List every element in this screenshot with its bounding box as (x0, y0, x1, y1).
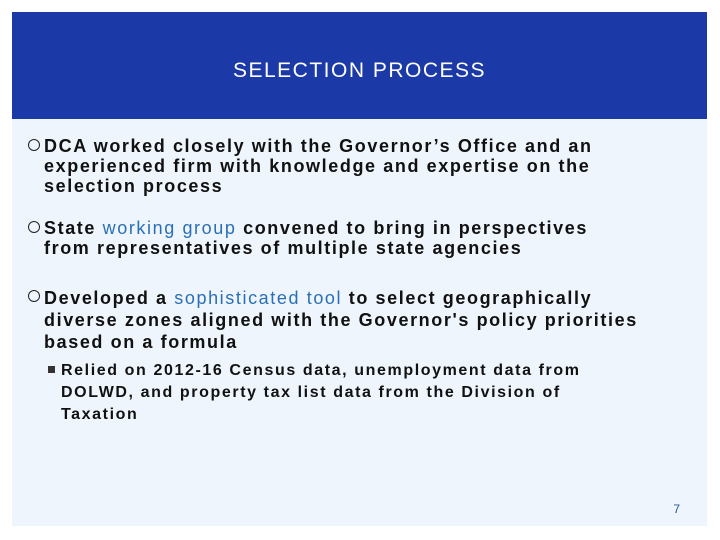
sub-bullet-line-3: Taxation (61, 406, 139, 423)
sub-bullet-item-1 (48, 360, 688, 426)
square-bullet-icon (48, 366, 55, 373)
bullet-2-prefix: State (44, 218, 103, 238)
bullet-item-3 (28, 287, 693, 353)
hollow-circle-bullet-icon (28, 139, 40, 151)
hollow-circle-bullet-icon (28, 221, 40, 233)
bullet-item-1 (28, 136, 693, 196)
bullet-2-suffix: convened to bring in perspectives (236, 218, 588, 238)
working-group-highlight: working group (102, 218, 237, 238)
bullet-3-prefix: Developed a (44, 288, 175, 308)
bullet-2-line-1 (28, 218, 693, 238)
sub-bullet-line-1: Relied on 2012-16 Census data, unemployment data from (61, 362, 581, 379)
bullet-3-suffix: to select geographically (342, 288, 593, 308)
hollow-circle-bullet-icon (28, 290, 40, 302)
bullet-1-line-2: experienced firm with knowledge and expertise on the (44, 156, 591, 176)
bullet-3-line-1 (28, 287, 693, 309)
bullet-3-line-3: based on a formula (44, 332, 238, 352)
bullet-2-line-2: from representatives of multiple state agencies (44, 238, 523, 258)
sophisticated-tool-highlight: sophisticated tool (174, 288, 343, 308)
page-number: 7 (673, 502, 680, 516)
bullet-item-2 (28, 218, 693, 258)
sub-bullet-line-2: DOLWD, and property tax list data from the Division of (61, 384, 561, 401)
bullet-1-line-1: DCA worked closely with the Governor’s Office and an (44, 136, 593, 156)
bullet-1-line-3: selection process (44, 176, 224, 196)
slide-title: SELECTION PROCESS (232, 59, 487, 82)
bullet-3-line-2: diverse zones aligned with the Governor's policy priorities (44, 310, 638, 330)
